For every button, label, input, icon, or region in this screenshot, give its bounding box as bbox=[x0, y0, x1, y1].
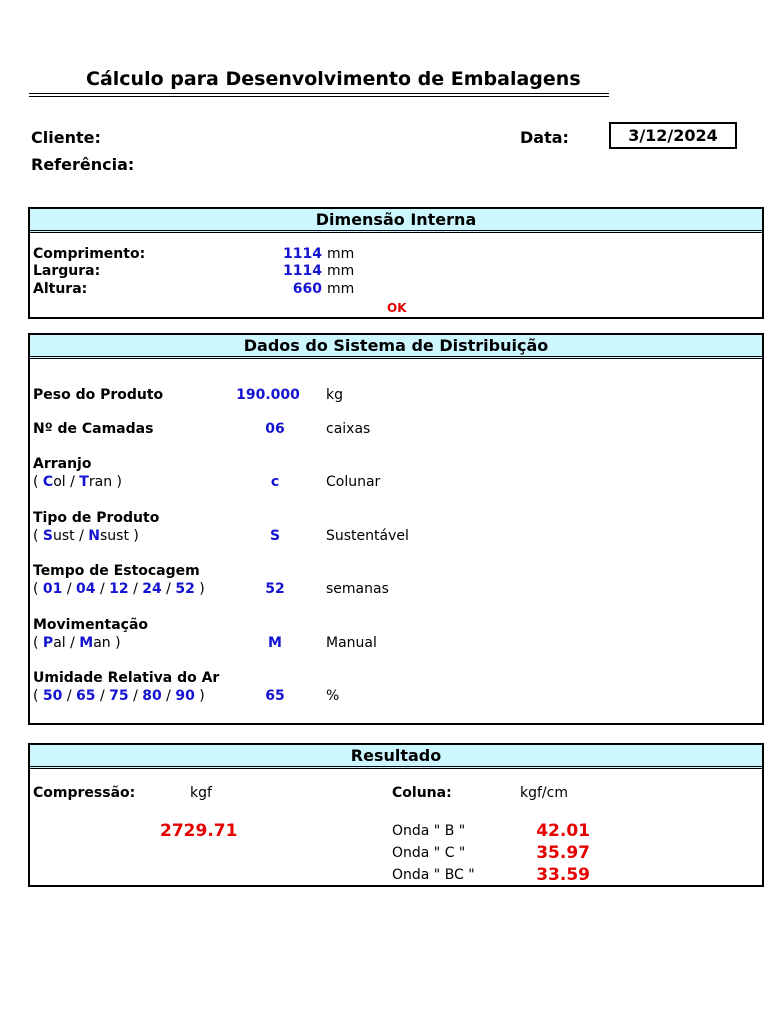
referencia-label: Referência: bbox=[31, 155, 135, 174]
data-label: Data: bbox=[520, 128, 569, 147]
camadas-value[interactable]: 06 bbox=[265, 421, 285, 437]
movimentacao-options: ( Pal / Man ) bbox=[33, 635, 121, 651]
onda-c-label: Onda " C " bbox=[392, 845, 466, 861]
coluna-label: Coluna: bbox=[392, 785, 452, 801]
movimentacao-opt2-rest: an bbox=[93, 635, 111, 651]
tempo-options: ( 01 / 04 / 12 / 24 / 52 ) bbox=[33, 581, 205, 597]
camadas-unit: caixas bbox=[326, 421, 371, 437]
tipo-opt1-key: S bbox=[42, 528, 54, 544]
arranjo-opt1-rest: ol bbox=[53, 474, 66, 490]
arranjo-opt1-key: C bbox=[42, 474, 54, 490]
movimentacao-opt2-key: M bbox=[79, 635, 94, 651]
arranjo-value[interactable]: c bbox=[270, 474, 280, 490]
coluna-unit: kgf/cm bbox=[520, 785, 568, 801]
tipo-opt2-rest: sust bbox=[100, 528, 129, 544]
compressao-unit: kgf bbox=[190, 785, 212, 801]
dimensao-section bbox=[28, 207, 764, 319]
tipo-value[interactable]: S bbox=[269, 528, 281, 544]
altura-value[interactable]: 660 bbox=[292, 281, 322, 297]
tipo-label: Tipo de Produto bbox=[33, 510, 160, 526]
tempo-opt: 52 bbox=[175, 581, 195, 597]
umidade-unit: % bbox=[326, 688, 340, 704]
tipo-options: ( Sust / Nsust ) bbox=[33, 528, 139, 544]
onda-bc-label: Onda " BC " bbox=[392, 867, 475, 883]
cliente-label: Cliente: bbox=[31, 128, 101, 147]
distribuicao-header: Dados do Sistema de Distribuição bbox=[30, 335, 762, 359]
page-title: Cálculo para Desenvolvimento de Embalagens bbox=[86, 68, 581, 90]
onda-b-label: Onda " B " bbox=[392, 823, 466, 839]
tempo-opt: 24 bbox=[142, 581, 162, 597]
onda-b-value: 42.01 bbox=[536, 821, 590, 841]
onda-c-value: 35.97 bbox=[536, 843, 590, 863]
comprimento-value[interactable]: 1114 bbox=[283, 246, 322, 262]
movimentacao-label: Movimentação bbox=[33, 617, 149, 633]
arranjo-desc: Colunar bbox=[326, 474, 381, 490]
movimentacao-opt1-key: P bbox=[42, 635, 54, 651]
arranjo-options: ( Col / Tran ) bbox=[33, 474, 122, 490]
tempo-opt: 12 bbox=[109, 581, 129, 597]
umidade-opt: 50 bbox=[42, 688, 63, 704]
resultado-section bbox=[28, 743, 764, 887]
compressao-label: Compressão: bbox=[33, 785, 136, 801]
date-field[interactable] bbox=[609, 122, 737, 149]
dimensao-status: OK bbox=[387, 301, 407, 315]
peso-unit: kg bbox=[326, 387, 343, 403]
camadas-label: Nº de Camadas bbox=[33, 421, 154, 437]
umidade-opt: 65 bbox=[76, 688, 96, 704]
date-value: 3/12/2024 bbox=[628, 126, 718, 145]
largura-label: Largura: bbox=[33, 263, 101, 279]
title-underline bbox=[29, 93, 609, 94]
comprimento-unit: mm bbox=[327, 246, 355, 262]
arranjo-opt2-key: T bbox=[79, 474, 89, 490]
largura-value[interactable]: 1114 bbox=[283, 263, 322, 279]
umidade-label: Umidade Relativa do Ar bbox=[33, 670, 220, 686]
tipo-opt2-key: N bbox=[88, 528, 101, 544]
umidade-value[interactable]: 65 bbox=[265, 688, 285, 704]
largura-unit: mm bbox=[327, 263, 355, 279]
arranjo-opt2-rest: ran bbox=[88, 474, 113, 490]
umidade-opt: 80 bbox=[142, 688, 162, 704]
movimentacao-value[interactable]: M bbox=[268, 635, 282, 651]
title-underline-2 bbox=[29, 96, 609, 97]
tempo-opt: 04 bbox=[76, 581, 96, 597]
tempo-unit: semanas bbox=[326, 581, 389, 597]
peso-label: Peso do Produto bbox=[33, 387, 164, 403]
umidade-opt: 75 bbox=[109, 688, 129, 704]
arranjo-label: Arranjo bbox=[33, 456, 92, 472]
altura-label: Altura: bbox=[33, 281, 88, 297]
distribuicao-section bbox=[28, 333, 764, 725]
peso-value[interactable]: 190.000 bbox=[236, 387, 300, 403]
tempo-value[interactable]: 52 bbox=[265, 581, 285, 597]
movimentacao-opt1-rest: al bbox=[53, 635, 66, 651]
tipo-desc: Sustentável bbox=[326, 528, 409, 544]
tempo-opt: 01 bbox=[42, 581, 63, 597]
resultado-header: Resultado bbox=[30, 745, 762, 769]
umidade-opt: 90 bbox=[175, 688, 195, 704]
compressao-value: 2729.71 bbox=[160, 821, 238, 841]
altura-unit: mm bbox=[327, 281, 355, 297]
comprimento-label: Comprimento: bbox=[33, 246, 146, 262]
onda-bc-value: 33.59 bbox=[536, 865, 590, 885]
umidade-options: ( 50 / 65 / 75 / 80 / 90 ) bbox=[33, 688, 205, 704]
dimensao-header: Dimensão Interna bbox=[30, 209, 762, 233]
movimentacao-desc: Manual bbox=[326, 635, 377, 651]
tempo-label: Tempo de Estocagem bbox=[33, 563, 200, 579]
tipo-opt1-rest: ust bbox=[53, 528, 75, 544]
